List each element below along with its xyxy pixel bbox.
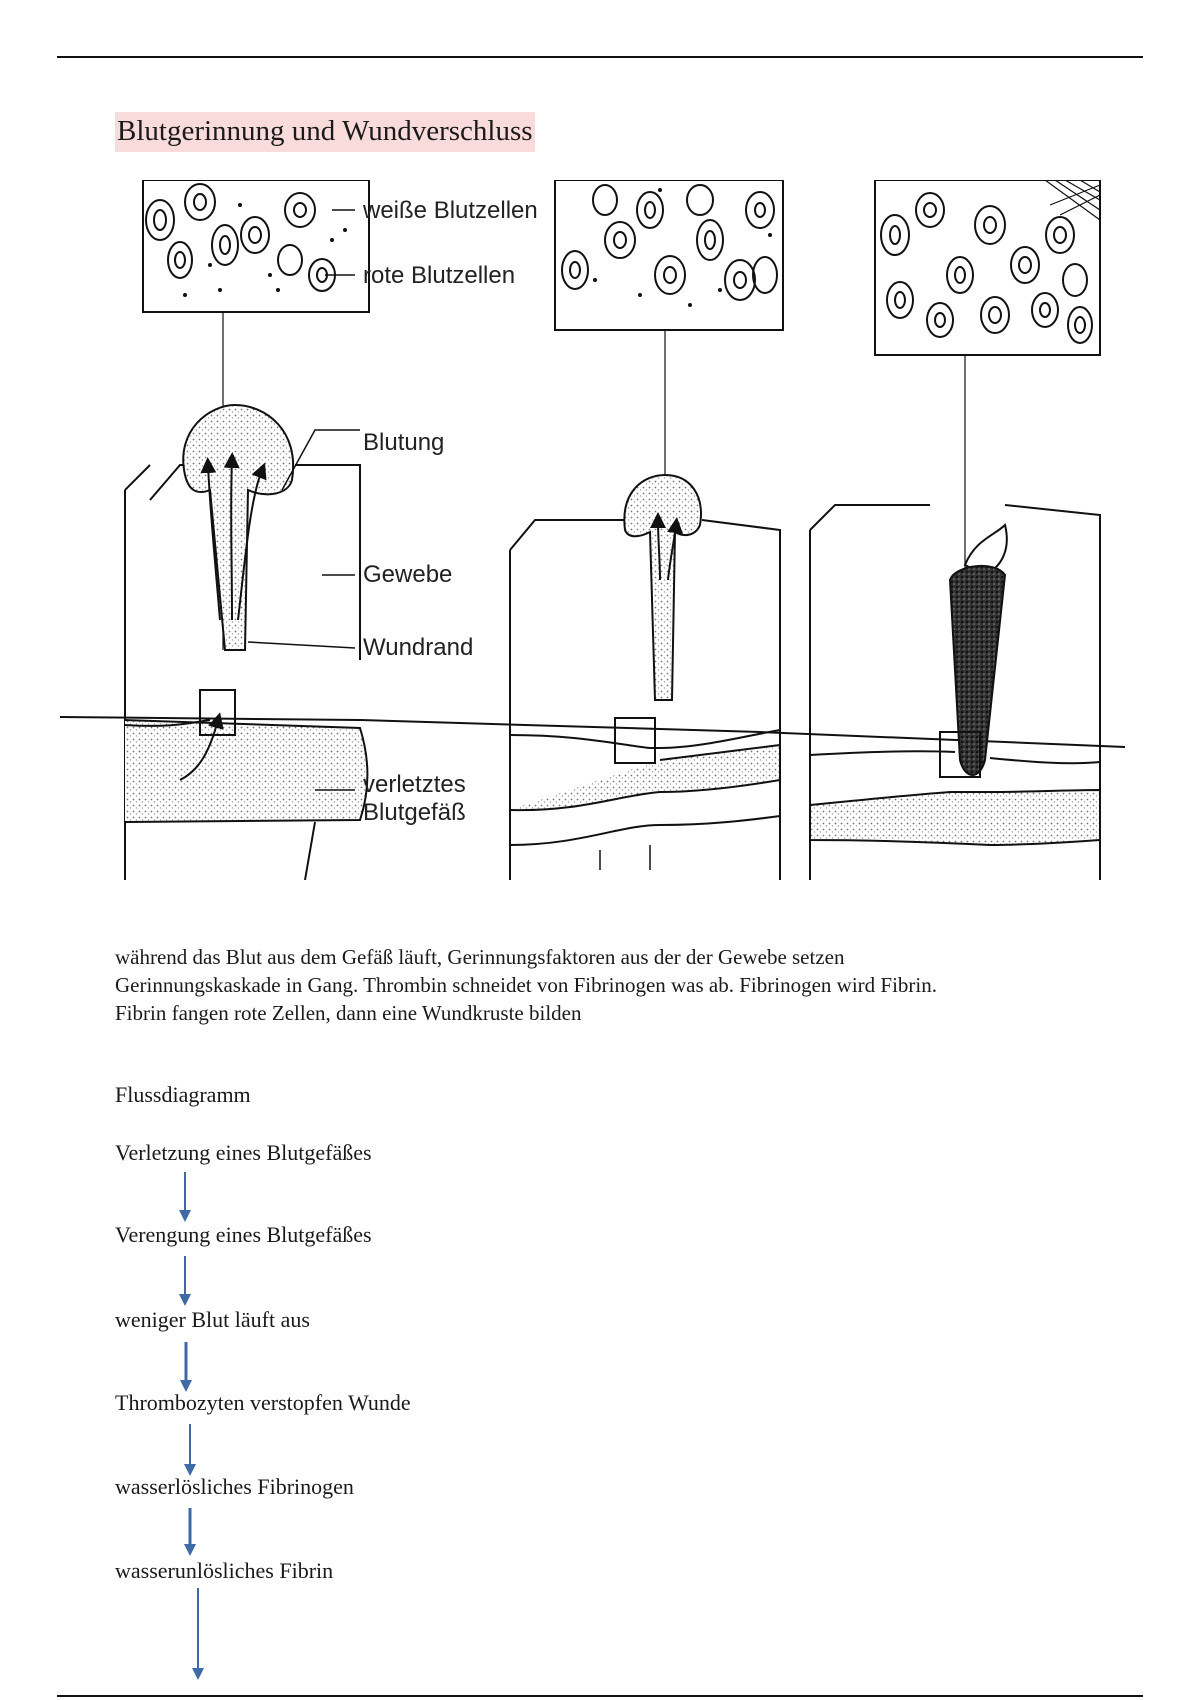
paragraph-line: während das Blut aus dem Gefäß läuft, Gerinnungsfaktoren aus der der Gewebe setzen: [115, 945, 845, 969]
label-red-cells: rote Blutzellen: [363, 262, 516, 289]
bottom-rule: [57, 1695, 1143, 1697]
flow-step: Verletzung eines Blutgefäßes: [115, 1140, 372, 1165]
paragraph-line: Gerinnungskaskade in Gang. Thrombin schneidet von Fibrinogen was ab. Fibrinogen wird Fibrin.: [115, 973, 937, 997]
flow-step: Verengung eines Blutgefäßes: [115, 1222, 372, 1247]
down-arrow-icon: [175, 1172, 195, 1222]
down-arrow-icon: [180, 1424, 200, 1476]
page-title: Blutgerinnung und Wundverschluss: [115, 112, 535, 152]
label-tissue: Gewebe: [363, 561, 453, 588]
cell-inset-2: [555, 180, 783, 330]
panel-1: [125, 180, 369, 880]
panel-2: [510, 180, 783, 880]
flow-step: weniger Blut läuft aus: [115, 1307, 310, 1332]
down-arrow-icon: [175, 1256, 195, 1306]
flow-diagram-title: Flussdiagramm: [115, 1082, 251, 1107]
flow-step: wasserlösliches Fibrinogen: [115, 1474, 354, 1499]
panel-3: [810, 180, 1100, 880]
paragraph-line: Fibrin fangen rote Zellen, dann eine Wundkruste bilden: [115, 1001, 582, 1025]
flow-step: Thrombozyten verstopfen Wunde: [115, 1390, 411, 1415]
label-vessel-1: verletztes: [363, 771, 466, 798]
explanation-paragraph: [115, 943, 1075, 1027]
top-rule: [57, 56, 1143, 58]
label-wound-edge: Wundrand: [363, 634, 474, 661]
down-arrow-icon: [180, 1508, 200, 1556]
label-white-cells: weiße Blutzellen: [363, 197, 538, 224]
label-vessel-2: Blutgefäß: [363, 799, 466, 826]
label-bleeding: Blutung: [363, 429, 445, 456]
blood-clotting-diagram: [60, 180, 1125, 880]
flow-step: wasserunlösliches Fibrin: [115, 1558, 334, 1583]
down-arrow-icon: [176, 1342, 196, 1392]
down-arrow-icon: [188, 1588, 208, 1680]
cell-inset-1: [143, 180, 369, 312]
